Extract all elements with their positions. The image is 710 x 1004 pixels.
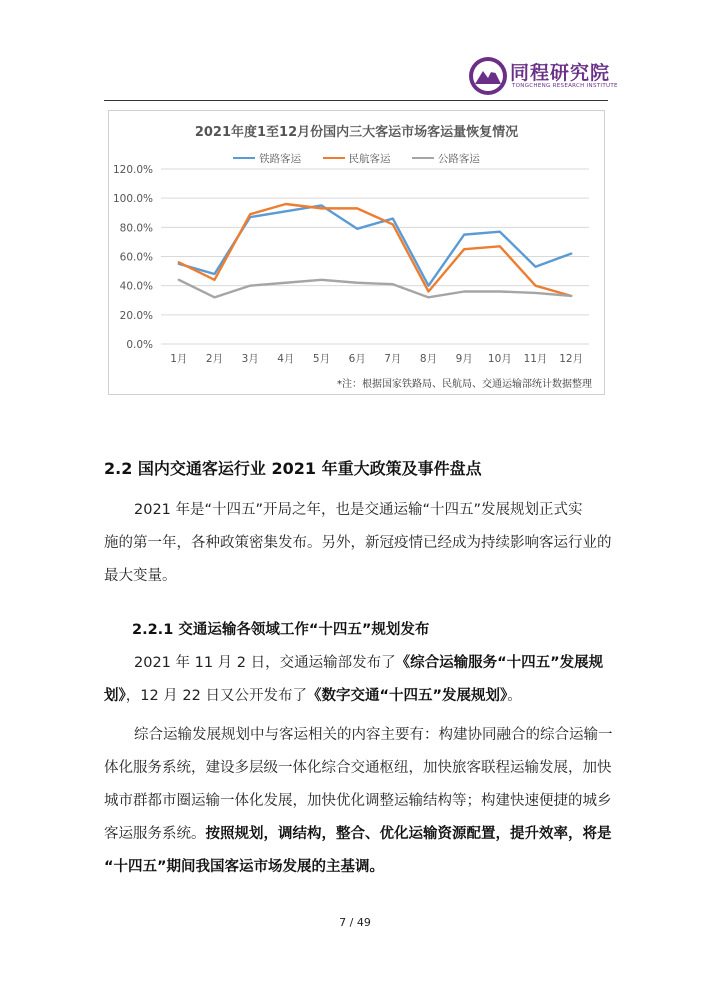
bold-run: “十四五”期间我国客运市场发展的主基调。 [104,859,385,875]
text-run: 。 [507,688,522,704]
line-chart [109,111,604,394]
x-tick-label: 11月 [523,353,548,365]
bold-run: 按照规划，调结构，整合、优化运输资源配置，提升效率，将是 [205,826,612,842]
y-tick-label: 20.0% [119,309,153,322]
chart-note: *注：根据国家铁路局、民航局、交通运输部统计数据整理 [337,379,592,390]
y-tick-label: 100.0% [112,193,153,206]
data-point [249,213,251,215]
text-run: 客运服务系统。 [104,826,206,842]
x-tick-label: 1月 [170,353,188,365]
data-point [178,262,180,264]
data-point [249,285,251,287]
series-line-2 [179,204,571,296]
x-tick-label: 6月 [348,353,366,365]
data-point [356,282,358,284]
x-tick-label: 9月 [455,353,473,365]
y-tick-label: 80.0% [119,222,153,235]
data-point [321,205,323,207]
data-point [463,291,465,293]
bold-run: 《综合运输服务“十四五”发展规 [395,655,604,671]
paragraph-1 [104,494,612,593]
data-point [570,253,572,255]
data-point [285,210,287,212]
x-tick-label: 2月 [205,353,224,365]
bold-run: 划》 [104,688,126,704]
x-tick-label: 4月 [277,353,295,365]
chart-title: 2021年度1至12月份国内三大客运市场客运量恢复情况 [194,125,519,140]
data-point [178,279,180,281]
x-tick-label: 5月 [312,353,331,365]
data-point [321,279,323,281]
paragraph-line: 最大变量。 [104,568,177,584]
paragraph-2 [104,647,608,713]
paragraph-line [104,851,608,884]
data-point [535,266,537,268]
y-tick-label: 40.0% [119,280,153,293]
data-point [392,283,394,285]
data-point [356,208,358,210]
paragraph-3 [104,719,613,884]
y-tick-label: 0.0% [126,339,153,351]
data-point [535,285,537,287]
paragraph-line: 2021 年是“十四五”开局之年，也是交通运输“十四五”发展规划正式实 [134,502,583,518]
x-tick-label: 10月 [487,353,512,365]
paragraph-line [104,818,612,851]
sub-heading: 2.2.1 交通运输各领域工作“十四五”规划发布 [132,622,430,638]
paragraph-line [104,680,608,713]
text-run: ，12 月 22 日又公开发布了 [125,688,307,704]
y-tick-label: 60.0% [119,251,153,264]
chart-container [108,110,605,395]
data-point [463,248,465,250]
data-point [285,282,287,284]
x-tick-label: 8月 [419,353,438,365]
text-run: 2021 年 11 月 2 日，交通运输部发布了 [134,655,396,671]
logo-subtitle: TONGCHENG RESEARCH INSTITUTE [512,83,618,89]
data-point [214,279,216,281]
paragraph-line: 城市群都市圈运输一体化发展，加快优化调整运输结构等；构建快速便捷的城乡 [104,793,612,809]
data-point [570,295,572,297]
data-point [285,203,287,205]
data-point [428,297,430,299]
x-tick-label: 7月 [384,353,402,365]
data-point [463,234,465,236]
x-tick-label: 12月 [559,353,584,365]
data-point [499,245,501,247]
legend-label-road: 公路客运 [437,153,480,165]
x-tick-label: 3月 [241,353,259,365]
bold-run: 《数字交通“十四五”发展规划》 [306,688,508,704]
legend-label-rail: 铁路客运 [259,153,302,165]
paragraph-line [104,647,608,680]
mountain-emblem-icon [468,56,508,96]
y-tick-label: 120.0% [112,164,153,176]
logo-name: 同程研究院 [510,62,611,84]
data-point [392,224,394,226]
data-point [321,208,323,210]
data-point [356,228,358,230]
page-number: 7 / 49 [339,916,371,929]
legend-label-air: 民航客运 [348,153,391,165]
data-point [214,297,216,299]
data-point [535,292,537,294]
data-point [428,291,430,293]
data-point [392,218,394,220]
series-line-3 [179,280,571,298]
data-point [214,273,216,275]
paragraph-line: 体化服务系统，建设多层级一体化综合交通枢纽，加快旅客联程运输发展，加快 [104,760,612,776]
data-point [428,285,430,287]
data-point [499,291,501,293]
header-logo [468,54,618,102]
paragraph-line: 综合运输发展规划中与客运相关的内容主要有：构建协同融合的综合运输一 [134,727,613,743]
paragraph-line: 施的第一年，各种政策密集发布。另外，新冠疫情已经成为持续影响客运行业的 [104,535,612,551]
section-heading: 2.2 国内交通客运行业 2021 年重大政策及事件盘点 [104,459,482,478]
header-rule [104,100,608,101]
data-point [499,231,501,233]
